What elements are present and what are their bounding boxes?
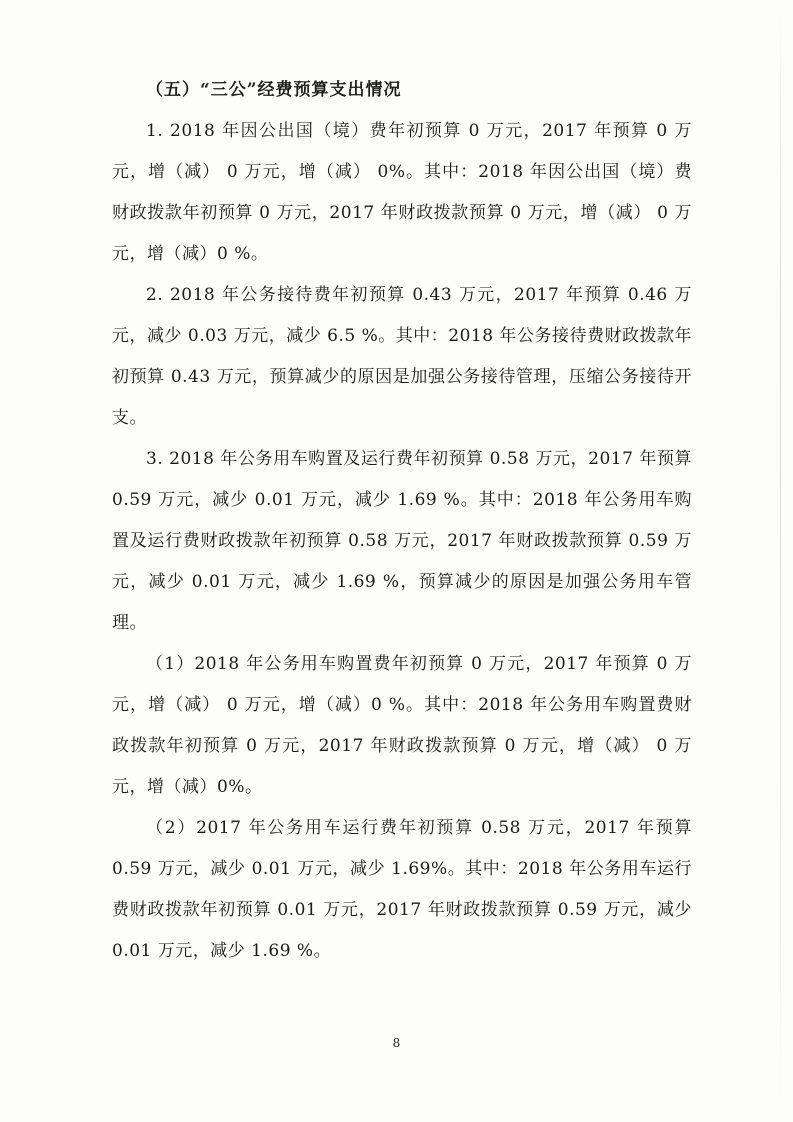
section-heading: （五）“三公”经费预算支出情况	[146, 80, 402, 100]
paragraph-overseas-travel: 1. 2018 年因公出国（境）费年初预算 0 万元，2017 年预算 0 万元，增（减） 0 万元，增（减） 0%。其中：2018 年因公出国（境）费财政拨款年初预算 0 万元，2017 年财政拨款预算 0 万元，增（减） 0 万元，增（减）0 %。	[112, 121, 692, 264]
document-body	[112, 70, 692, 972]
paragraph-official-vehicles: 3. 2018 年公务用车购置及运行费年初预算 0.58 万元，2017 年预算 0.59 万元，减少 0.01 万元，减少 1.69 %。其中：2018 年公务用车购置及运行费财政拨款年初预算 0.58 万元，2017 年财政拨款预算 0.59 万元，减少 0.01 万元，减少 1.69 %，预算减少的原因是加强公务用车管理。	[112, 449, 692, 633]
paragraph-vehicle-operation: （2）2017 年公务用车运行费年初预算 0.58 万元，2017 年预算 0.59 万元，减少 0.01 万元，减少 1.69%。其中：2018 年公务用车运行费财政拨款年初预算 0.01 万元，2017 年财政拨款预算 0.59 万元，减少 0.01 万元，减少 1.69 %。	[112, 818, 692, 961]
page-number: 8	[392, 1036, 401, 1050]
scan-edge-line	[780, 0, 781, 1122]
paragraph-official-reception: 2. 2018 年公务接待费年初预算 0.43 万元，2017 年预算 0.46 万元，减少 0.03 万元，减少 6.5 %。其中：2018 年公务接待费财政拨款年初预算 0.43 万元，预算减少的原因是加强公务接待管理，压缩公务接待开支。	[112, 285, 692, 428]
paragraph-vehicle-purchase: （1）2018 年公务用车购置费年初预算 0 万元，2017 年预算 0 万元，增（减） 0 万元，增（减）0 %。其中：2018 年公务用车购置费财政拨款年初预算 0 万元，2017 年财政拨款预算 0 万元，增（减） 0 万元，增（减）0%。	[112, 654, 692, 797]
